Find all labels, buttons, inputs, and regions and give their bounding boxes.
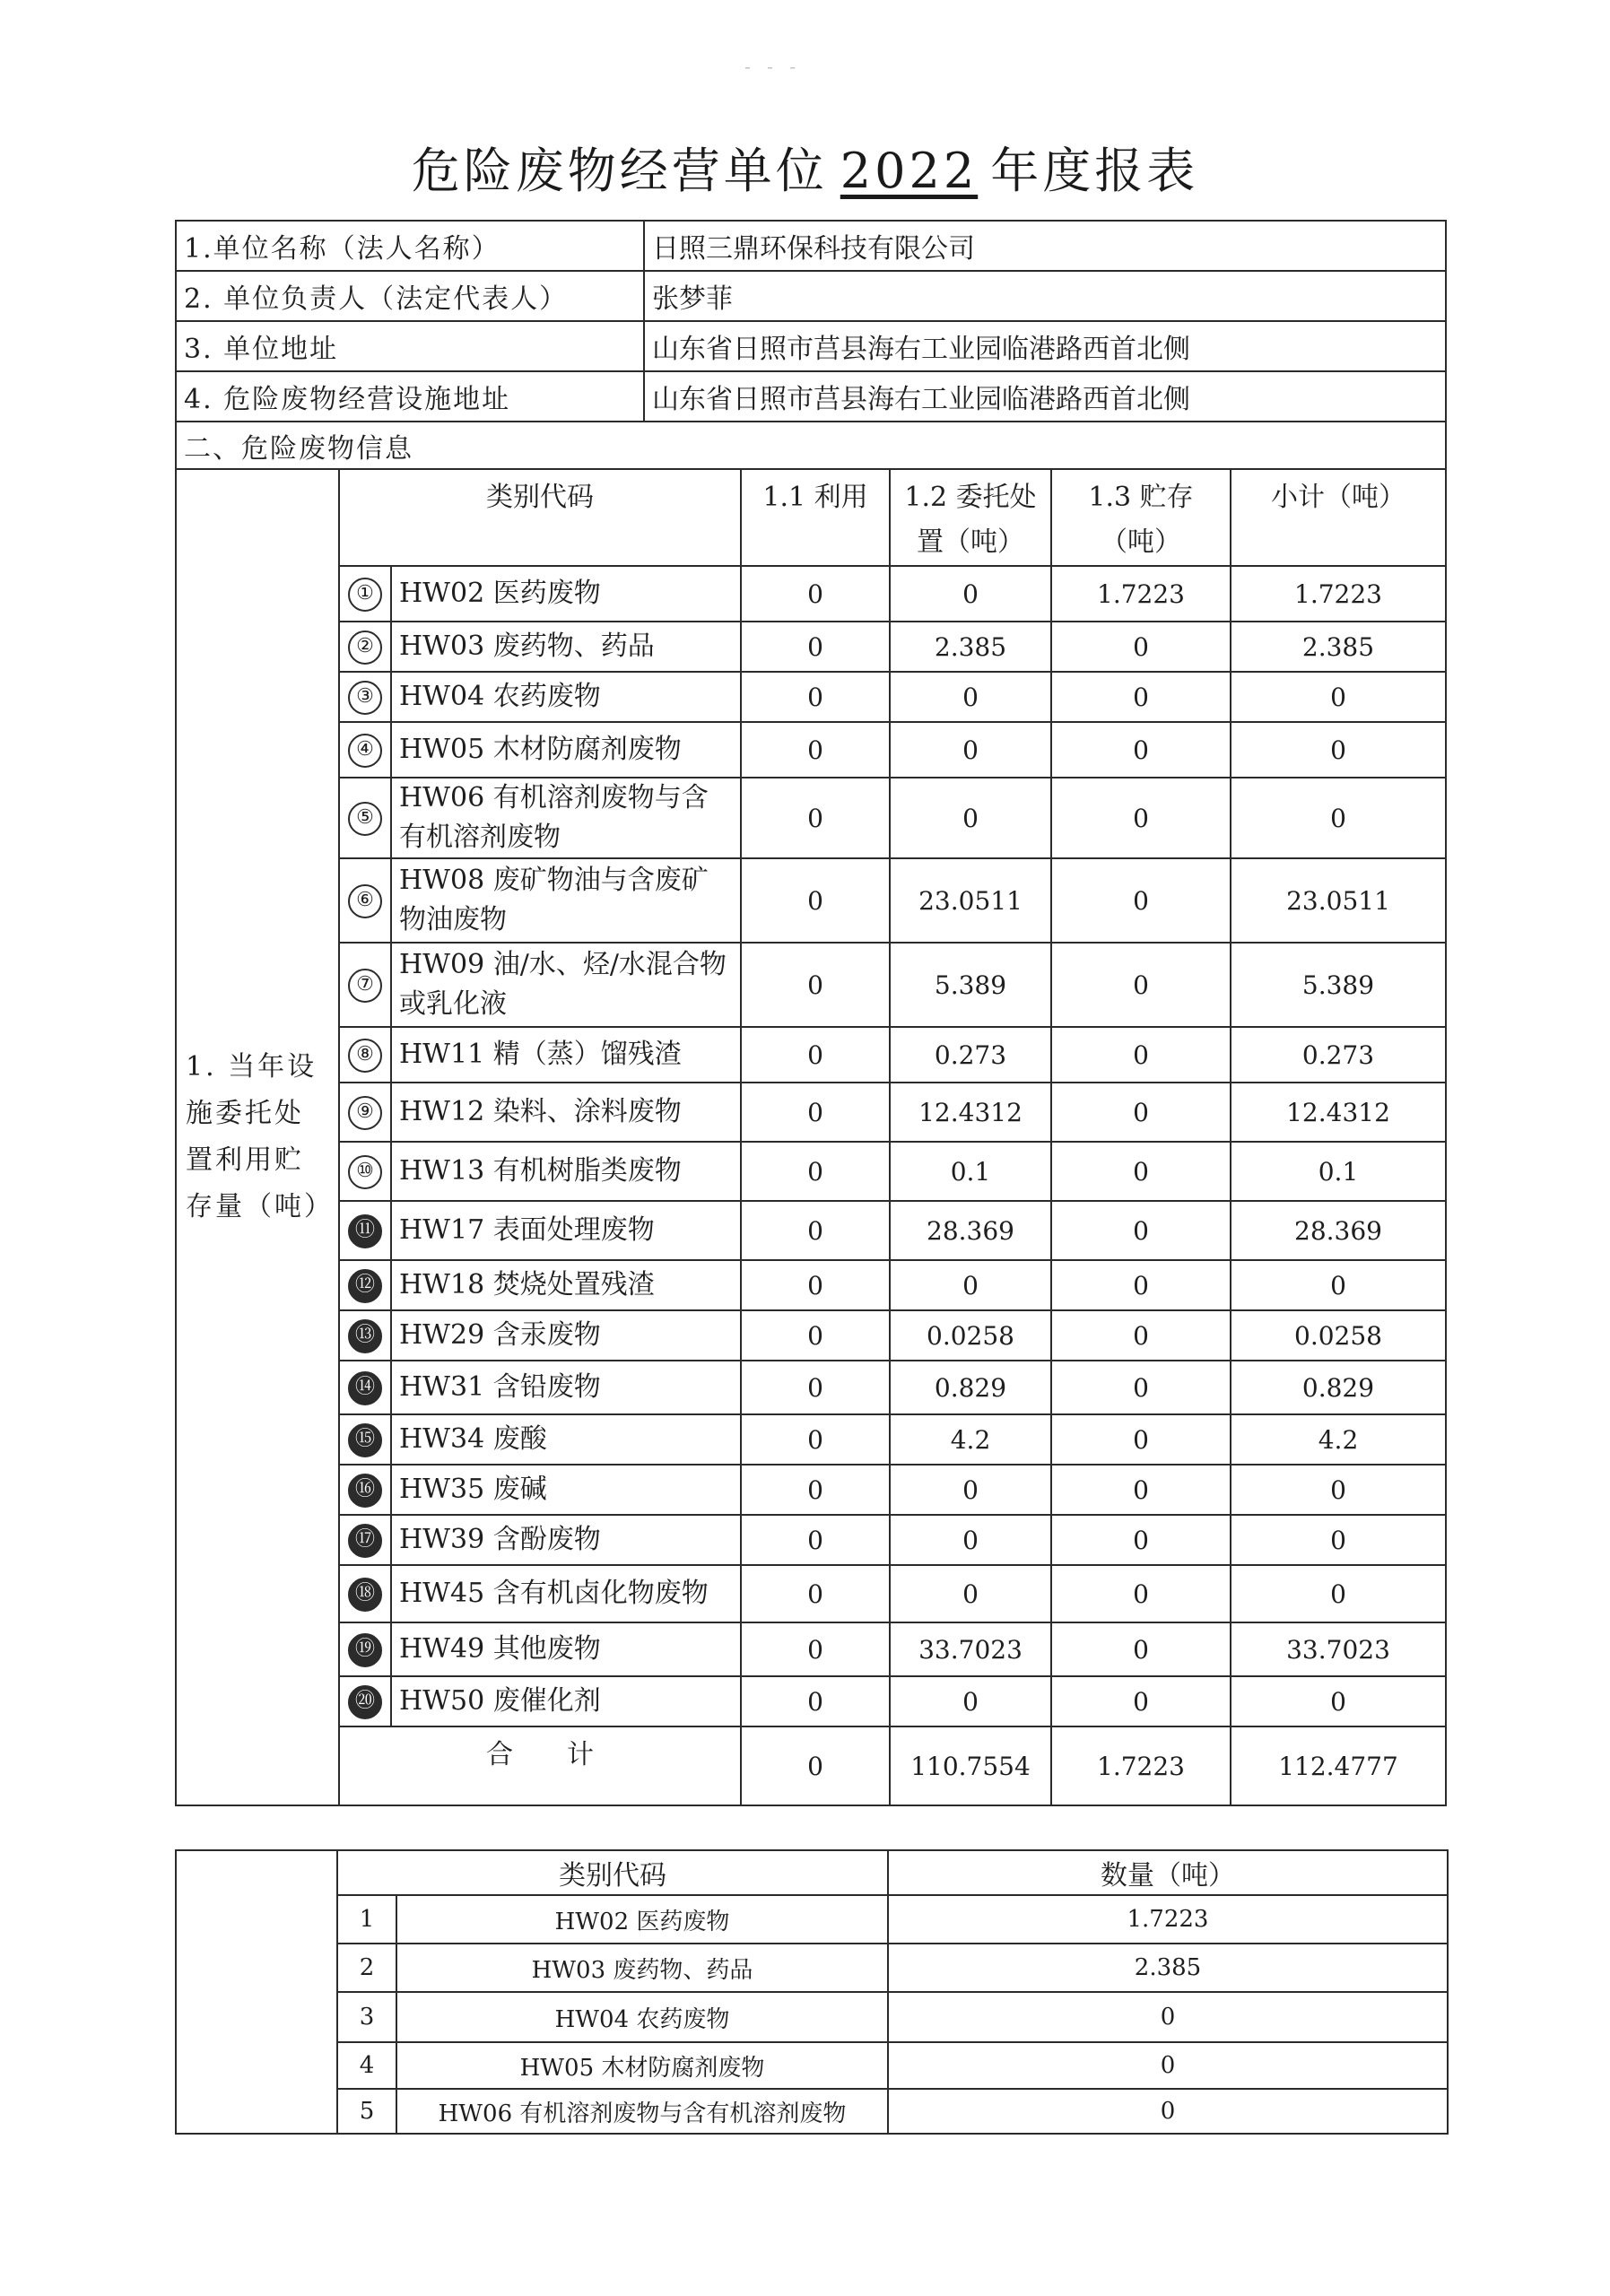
storage-value: 0 xyxy=(1051,1142,1231,1201)
row-index-marker: ⑦ xyxy=(348,969,382,1003)
waste-category-quantity-table xyxy=(175,1849,1449,2135)
header-storage: 1.3 贮存（吨） xyxy=(1051,469,1231,566)
disposal-value: 0.0258 xyxy=(890,1310,1051,1361)
utilization-value: 0 xyxy=(741,778,890,858)
utilization-value: 0 xyxy=(741,1083,890,1142)
row-index xyxy=(339,622,391,672)
storage-value: 0 xyxy=(1051,1465,1231,1515)
utilization-value: 0 xyxy=(741,1414,890,1465)
waste-category-name: HW06 有机溶剂废物与含有机溶剂废物 xyxy=(391,778,741,858)
utilization-value: 0 xyxy=(741,1676,890,1726)
table-row xyxy=(176,1465,1446,1515)
row-index-marker: ⑧ xyxy=(348,1039,382,1073)
row-index-marker: ⑱ xyxy=(348,1578,382,1612)
header-subtotal: 小计（吨） xyxy=(1231,469,1446,566)
basic-info-table xyxy=(175,220,1447,470)
info-label: 2. 单位负责人（法定代表人） xyxy=(176,271,644,321)
subtotal-value: 0.0258 xyxy=(1231,1310,1446,1361)
waste-category-name: HW17 表面处理废物 xyxy=(391,1201,741,1260)
row-index xyxy=(339,722,391,778)
storage-value: 0 xyxy=(1051,1260,1231,1310)
subtotal-value: 0 xyxy=(1231,1260,1446,1310)
disposal-value: 0.1 xyxy=(890,1142,1051,1201)
storage-value: 0 xyxy=(1051,1361,1231,1414)
waste-category-name: HW04 农药废物 xyxy=(391,672,741,722)
storage-value: 0 xyxy=(1051,1414,1231,1465)
row-index-marker: ② xyxy=(348,631,382,665)
table-row xyxy=(176,1515,1446,1565)
disposal-value: 28.369 xyxy=(890,1201,1051,1260)
storage-value: 0 xyxy=(1051,1083,1231,1142)
table-row xyxy=(176,1565,1446,1622)
row-index-marker: ⑬ xyxy=(348,1319,382,1353)
row-index-marker: ⑭ xyxy=(348,1371,382,1405)
waste-category-name: HW18 焚烧处置残渣 xyxy=(391,1260,741,1310)
header-utilization: 1.1 利用 xyxy=(741,469,890,566)
info-row-responsible-person xyxy=(176,271,1446,321)
info-row-unit-name xyxy=(176,221,1446,271)
total-disposal: 110.7554 xyxy=(890,1726,1051,1805)
subtotal-value: 0 xyxy=(1231,1565,1446,1622)
waste-category-name: HW31 含铅废物 xyxy=(391,1361,741,1414)
page-title xyxy=(0,133,1610,202)
subtotal-value: 0 xyxy=(1231,722,1446,778)
utilization-value: 0 xyxy=(741,1515,890,1565)
disposal-value: 33.7023 xyxy=(890,1622,1051,1676)
subtotal-value: 0 xyxy=(1231,1465,1446,1515)
subtotal-value: 1.7223 xyxy=(1231,566,1446,622)
waste-category-name: HW05 木材防腐剂废物 xyxy=(391,722,741,778)
waste-category-name: HW08 废矿物油与含废矿物油废物 xyxy=(391,858,741,943)
quantity-value: 0 xyxy=(888,2042,1448,2089)
total-utilization: 0 xyxy=(741,1726,890,1805)
storage-value: 0 xyxy=(1051,1515,1231,1565)
utilization-value: 0 xyxy=(741,566,890,622)
utilization-value: 0 xyxy=(741,1201,890,1260)
row-index xyxy=(339,1465,391,1515)
table-row xyxy=(176,566,1446,622)
scan-artifact: - - - xyxy=(744,56,801,77)
storage-value: 0 xyxy=(1051,943,1231,1027)
storage-value: 0 xyxy=(1051,672,1231,722)
utilization-value: 0 xyxy=(741,1027,890,1083)
row-index xyxy=(339,1260,391,1310)
subtotal-value: 0 xyxy=(1231,778,1446,858)
table-row xyxy=(176,1083,1446,1142)
waste-category-name: HW50 废催化剂 xyxy=(391,1676,741,1726)
disposal-value: 0 xyxy=(890,1565,1051,1622)
subtotal-value: 23.0511 xyxy=(1231,858,1446,943)
storage-value: 0 xyxy=(1051,1622,1231,1676)
table-row xyxy=(176,1676,1446,1726)
utilization-value: 0 xyxy=(741,1260,890,1310)
utilization-value: 0 xyxy=(741,1565,890,1622)
waste-category-name: HW29 含汞废物 xyxy=(391,1310,741,1361)
disposal-value: 4.2 xyxy=(890,1414,1051,1465)
storage-value: 0 xyxy=(1051,1565,1231,1622)
table-row xyxy=(176,858,1446,943)
utilization-value: 0 xyxy=(741,943,890,1027)
subtotal-value: 5.389 xyxy=(1231,943,1446,1027)
waste-category-name: HW02 医药废物 xyxy=(396,1895,888,1944)
waste-category-name: HW49 其他废物 xyxy=(391,1622,741,1676)
table-row xyxy=(176,622,1446,672)
subtotal-value: 28.369 xyxy=(1231,1201,1446,1260)
row-index xyxy=(339,566,391,622)
subtotal-value: 2.385 xyxy=(1231,622,1446,672)
disposal-value: 5.389 xyxy=(890,943,1051,1027)
row-number: 3 xyxy=(337,1992,396,2042)
row-index xyxy=(339,778,391,858)
title-prefix: 危险废物经营单位 xyxy=(411,143,828,199)
quantity-value: 0 xyxy=(888,1992,1448,2042)
utilization-value: 0 xyxy=(741,1361,890,1414)
table-row xyxy=(176,2042,1448,2089)
waste-category-name: HW12 染料、涂料废物 xyxy=(391,1083,741,1142)
storage-value: 0 xyxy=(1051,622,1231,672)
disposal-value: 12.4312 xyxy=(890,1083,1051,1142)
info-label: 3. 单位地址 xyxy=(176,321,644,371)
row-index xyxy=(339,1515,391,1565)
disposal-value: 23.0511 xyxy=(890,858,1051,943)
row-number: 5 xyxy=(337,2089,396,2134)
row-index-marker: ③ xyxy=(348,681,382,715)
row-index-marker: ⑲ xyxy=(348,1633,382,1667)
row-index xyxy=(339,1310,391,1361)
utilization-value: 0 xyxy=(741,672,890,722)
table-row xyxy=(176,1260,1446,1310)
row-index xyxy=(339,1565,391,1622)
row-index-marker: ⑯ xyxy=(348,1474,382,1508)
subtotal-value: 4.2 xyxy=(1231,1414,1446,1465)
disposal-value: 0 xyxy=(890,722,1051,778)
total-subtotal: 112.4777 xyxy=(1231,1726,1446,1805)
row-index-marker: ⑪ xyxy=(348,1214,382,1248)
row-index-marker: ④ xyxy=(348,734,382,768)
row-index-marker: ⑮ xyxy=(348,1423,382,1457)
info-value: 山东省日照市莒县海右工业园临港路西首北侧 xyxy=(644,371,1446,422)
row-index-marker: ① xyxy=(348,578,382,612)
table-row xyxy=(176,1944,1448,1992)
title-year: 2022 xyxy=(840,143,979,199)
header-category-code: 类别代码 xyxy=(337,1850,888,1895)
quantity-value: 2.385 xyxy=(888,1944,1448,1992)
row-index xyxy=(339,1414,391,1465)
table-header-row xyxy=(176,1850,1448,1895)
utilization-value: 0 xyxy=(741,1142,890,1201)
storage-value: 0 xyxy=(1051,858,1231,943)
info-value: 山东省日照市莒县海右工业园临港路西首北侧 xyxy=(644,321,1446,371)
disposal-value: 0 xyxy=(890,672,1051,722)
utilization-value: 0 xyxy=(741,1622,890,1676)
row-number: 4 xyxy=(337,2042,396,2089)
waste-category-name: HW02 医药废物 xyxy=(391,566,741,622)
header-category-code: 类别代码 xyxy=(339,469,741,566)
row-number: 1 xyxy=(337,1895,396,1944)
waste-category-name: HW03 废药物、药品 xyxy=(396,1944,888,1992)
disposal-value: 0 xyxy=(890,566,1051,622)
info-row-facility-address xyxy=(176,371,1446,422)
storage-value: 0 xyxy=(1051,778,1231,858)
table-row xyxy=(176,943,1446,1027)
waste-category-name: HW04 农药废物 xyxy=(396,1992,888,2042)
row-index-marker: ⑰ xyxy=(348,1524,382,1558)
row-index xyxy=(339,672,391,722)
utilization-value: 0 xyxy=(741,1310,890,1361)
table-row xyxy=(176,1201,1446,1260)
subtotal-value: 0 xyxy=(1231,1676,1446,1726)
row-index xyxy=(339,1201,391,1260)
disposal-value: 0.273 xyxy=(890,1027,1051,1083)
row-index-marker: ⑥ xyxy=(348,884,382,918)
storage-value: 0 xyxy=(1051,1027,1231,1083)
row-index xyxy=(339,943,391,1027)
title-suffix: 年度报表 xyxy=(990,143,1199,199)
waste-category-name: HW03 废药物、药品 xyxy=(391,622,741,672)
row-index xyxy=(339,1676,391,1726)
row-index xyxy=(339,1142,391,1201)
table-row xyxy=(176,672,1446,722)
table-row xyxy=(176,778,1446,858)
subtotal-value: 33.7023 xyxy=(1231,1622,1446,1676)
waste-category-name: HW13 有机树脂类废物 xyxy=(391,1142,741,1201)
info-label: 4. 危险废物经营设施地址 xyxy=(176,371,644,422)
table-header-row xyxy=(176,469,1446,566)
utilization-value: 0 xyxy=(741,1465,890,1515)
info-value: 张梦菲 xyxy=(644,271,1446,321)
table-row xyxy=(176,1992,1448,2042)
disposal-value: 2.385 xyxy=(890,622,1051,672)
header-quantity: 数量（吨） xyxy=(888,1850,1448,1895)
storage-value: 0 xyxy=(1051,1201,1231,1260)
section-title: 二、危险废物信息 xyxy=(176,422,1446,469)
waste-category-name: HW45 含有机卤化物废物 xyxy=(391,1565,741,1622)
table-row xyxy=(176,1142,1446,1201)
subtotal-value: 0 xyxy=(1231,1515,1446,1565)
disposal-value: 0 xyxy=(890,1676,1051,1726)
storage-value: 0 xyxy=(1051,1676,1231,1726)
row-index xyxy=(339,858,391,943)
table-row xyxy=(176,1310,1446,1361)
utilization-value: 0 xyxy=(741,858,890,943)
waste-category-name: HW11 精（蒸）馏残渣 xyxy=(391,1027,741,1083)
utilization-value: 0 xyxy=(741,622,890,672)
waste-category-name: HW35 废碱 xyxy=(391,1465,741,1515)
info-value: 日照三鼎环保科技有限公司 xyxy=(644,221,1446,271)
table-row xyxy=(176,722,1446,778)
row-number: 2 xyxy=(337,1944,396,1992)
disposal-value: 0.829 xyxy=(890,1361,1051,1414)
disposal-value: 0 xyxy=(890,1260,1051,1310)
waste-category-name: HW05 木材防腐剂废物 xyxy=(396,2042,888,2089)
section-title-row xyxy=(176,422,1446,469)
waste-category-name: HW34 废酸 xyxy=(391,1414,741,1465)
quantity-value: 0 xyxy=(888,2089,1448,2134)
row-index-marker: ⑫ xyxy=(348,1269,382,1303)
subtotal-value: 0.829 xyxy=(1231,1361,1446,1414)
disposal-value: 0 xyxy=(890,1515,1051,1565)
subtotal-value: 0.273 xyxy=(1231,1027,1446,1083)
row-index xyxy=(339,1027,391,1083)
storage-value: 0 xyxy=(1051,722,1231,778)
row-index-marker: ⑩ xyxy=(348,1155,382,1189)
row-index-marker: ⑨ xyxy=(348,1096,382,1130)
disposal-value: 0 xyxy=(890,1465,1051,1515)
table-row xyxy=(176,2089,1448,2134)
table-row xyxy=(176,1361,1446,1414)
row-group-label: 1. 当年设施委托处置利用贮存量（吨） xyxy=(176,469,339,1805)
waste-category-name: HW06 有机溶剂废物与含有机溶剂废物 xyxy=(396,2089,888,2134)
quantity-value: 1.7223 xyxy=(888,1895,1448,1944)
utilization-value: 0 xyxy=(741,722,890,778)
row-index xyxy=(339,1622,391,1676)
row-index-marker: ⑳ xyxy=(348,1685,382,1719)
storage-value: 1.7223 xyxy=(1051,566,1231,622)
table-row xyxy=(176,1895,1448,1944)
disposal-value: 0 xyxy=(890,778,1051,858)
waste-category-name: HW09 油/水、烃/水混合物或乳化液 xyxy=(391,943,741,1027)
table-row xyxy=(176,1622,1446,1676)
subtotal-value: 12.4312 xyxy=(1231,1083,1446,1142)
subtotal-value: 0 xyxy=(1231,672,1446,722)
header-disposal: 1.2 委托处置（吨） xyxy=(890,469,1051,566)
storage-value: 0 xyxy=(1051,1310,1231,1361)
row-index xyxy=(339,1083,391,1142)
total-row xyxy=(176,1726,1446,1805)
info-row-address xyxy=(176,321,1446,371)
table-row xyxy=(176,1027,1446,1083)
waste-quantity-table xyxy=(175,468,1447,1806)
info-label: 1.单位名称（法人名称） xyxy=(176,221,644,271)
total-storage: 1.7223 xyxy=(1051,1726,1231,1805)
waste-category-name: HW39 含酚废物 xyxy=(391,1515,741,1565)
blank-label-cell xyxy=(176,1850,337,2134)
row-index-marker: ⑤ xyxy=(348,802,382,836)
row-index xyxy=(339,1361,391,1414)
table-row xyxy=(176,1414,1446,1465)
total-label: 合 计 xyxy=(339,1726,741,1805)
subtotal-value: 0.1 xyxy=(1231,1142,1446,1201)
